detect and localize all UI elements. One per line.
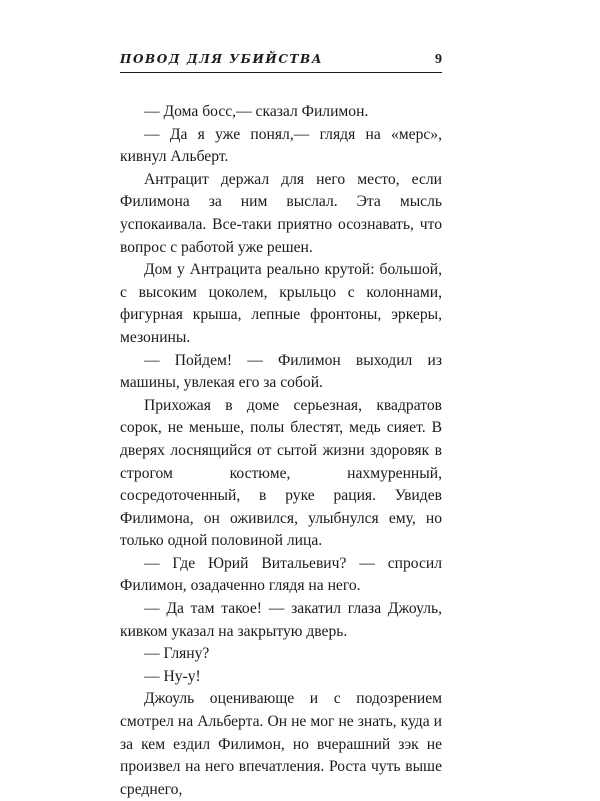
running-title: ПОВОД ДЛЯ УБИЙСТВА xyxy=(120,52,324,66)
page-number: 9 xyxy=(435,52,442,67)
paragraph: Дом у Антрацита реально крутой: большой, с высоким цоколем, крыльцо с колоннами, фигурная крыша, лепные фронтоны, эркеры, мезонины. xyxy=(120,261,442,346)
paragraph: — Да я уже понял,— глядя на «мерс», кивнул Альберт. xyxy=(120,125,442,166)
paragraph: — Дома босс,— сказал Филимон. xyxy=(144,103,369,120)
paragraph: — Ну-у! xyxy=(144,667,201,685)
paragraph: Джоуль оценивающе и с подозрением смотрел на Альберта. Он не мог не знать, куда и за кем ездил Филимон, но вчерашний зэк не произвел на него впечатления. Роста чуть выше среднего, xyxy=(120,690,442,798)
paragraph: Прихожая в доме серьезная, квадратов сорок, не меньше, полы блестят, медь сияет. В дверях лоснящийся от сытой жизни здоровяк в строгом костюме, нахмуренный, сосредоточенный, в руке рация. Увидев Филимона, он оживился, улыбнулся ему, но только одной половиной лица. xyxy=(120,396,442,550)
book-page xyxy=(120,52,442,801)
paragraph: — Гляну? xyxy=(144,645,210,663)
body-text xyxy=(120,101,442,801)
paragraph: — Пойдем! — Филимон выходил из машины, увлекая его за собой. xyxy=(120,351,442,392)
paragraph: — Где Юрий Витальевич? — спросил Филимон, озадаченно глядя на него. xyxy=(120,554,442,595)
paragraph: Антрацит держал для него место, если Филимона за ним выслал. Эта мысль успокаивала. Все-таки приятно осознавать, что вопрос с работой уже решен. xyxy=(120,170,442,256)
running-header xyxy=(120,52,442,73)
paragraph: — Да там такое! — закатил глаза Джоуль, кивком указал на закрытую дверь. xyxy=(120,600,442,640)
